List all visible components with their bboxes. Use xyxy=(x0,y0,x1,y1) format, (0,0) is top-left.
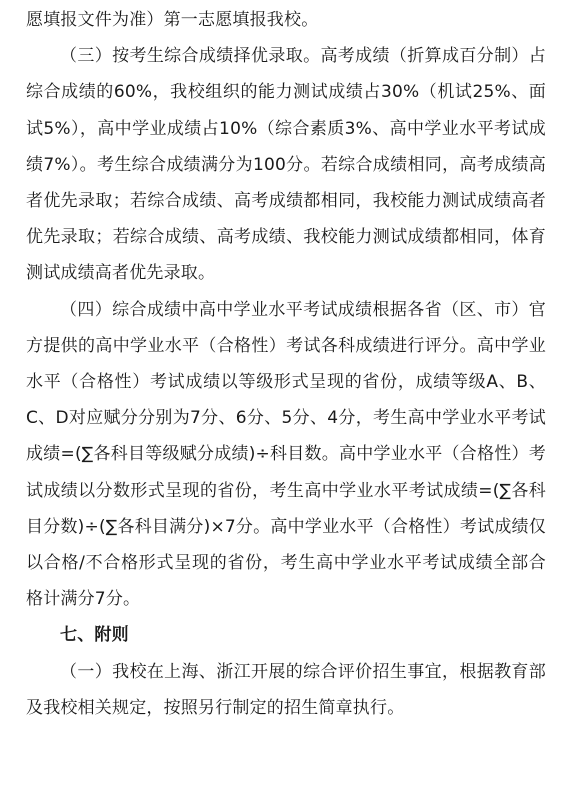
paragraph-item-4: （四）综合成绩中高中学业水平考试成绩根据各省（区、市）官方提供的高中学业水平（合格性）考试各科成绩进行评分。高中学业水平（合格性）考试成绩以等级形式呈现的省份，成绩等级A、B、C、D对应赋分分别为7分、6分、5分、4分，考生高中学业水平考试成绩=(∑各科目等级赋分成绩)÷科目数。高中学业水平（合格性）考试成绩以分数形式呈现的省份，考生高中学业水平考试成绩=(∑各科目分数)÷(∑各科目满分)×7分。高中学业水平（合格性）考试成绩仅以合格/不合格形式呈现的省份，考生高中学业水平考试成绩全部合格计满分7分。 xyxy=(26,299,546,610)
section-title-appendix: 七、附则 xyxy=(60,625,129,646)
document-page xyxy=(26,0,546,793)
paragraph-continuation: 愿填报文件为准）第一志愿填报我校。 xyxy=(26,10,319,30)
paragraph-section-item-1: （一）我校在上海、浙江开展的综合评价招生事宜，根据教育部及我校相关规定，按照另行制定的招生简章执行。 xyxy=(26,661,546,718)
paragraph-item-3: （三）按考生综合成绩择优录取。高考成绩（折算成百分制）占综合成绩的60%，我校组织的能力测试成绩占30%（机试25%、面试5%），高中学业成绩占10%（综合素质3%、高中学业水平考试成绩7%）。考生综合成绩满分为100分。若综合成绩相同，高考成绩高者优先录取；若综合成绩、高考成绩都相同，我校能力测试成绩高者优先录取；若综合成绩、高考成绩、我校能力测试成绩都相同，体育测试成绩高者优先录取。 xyxy=(26,46,546,284)
